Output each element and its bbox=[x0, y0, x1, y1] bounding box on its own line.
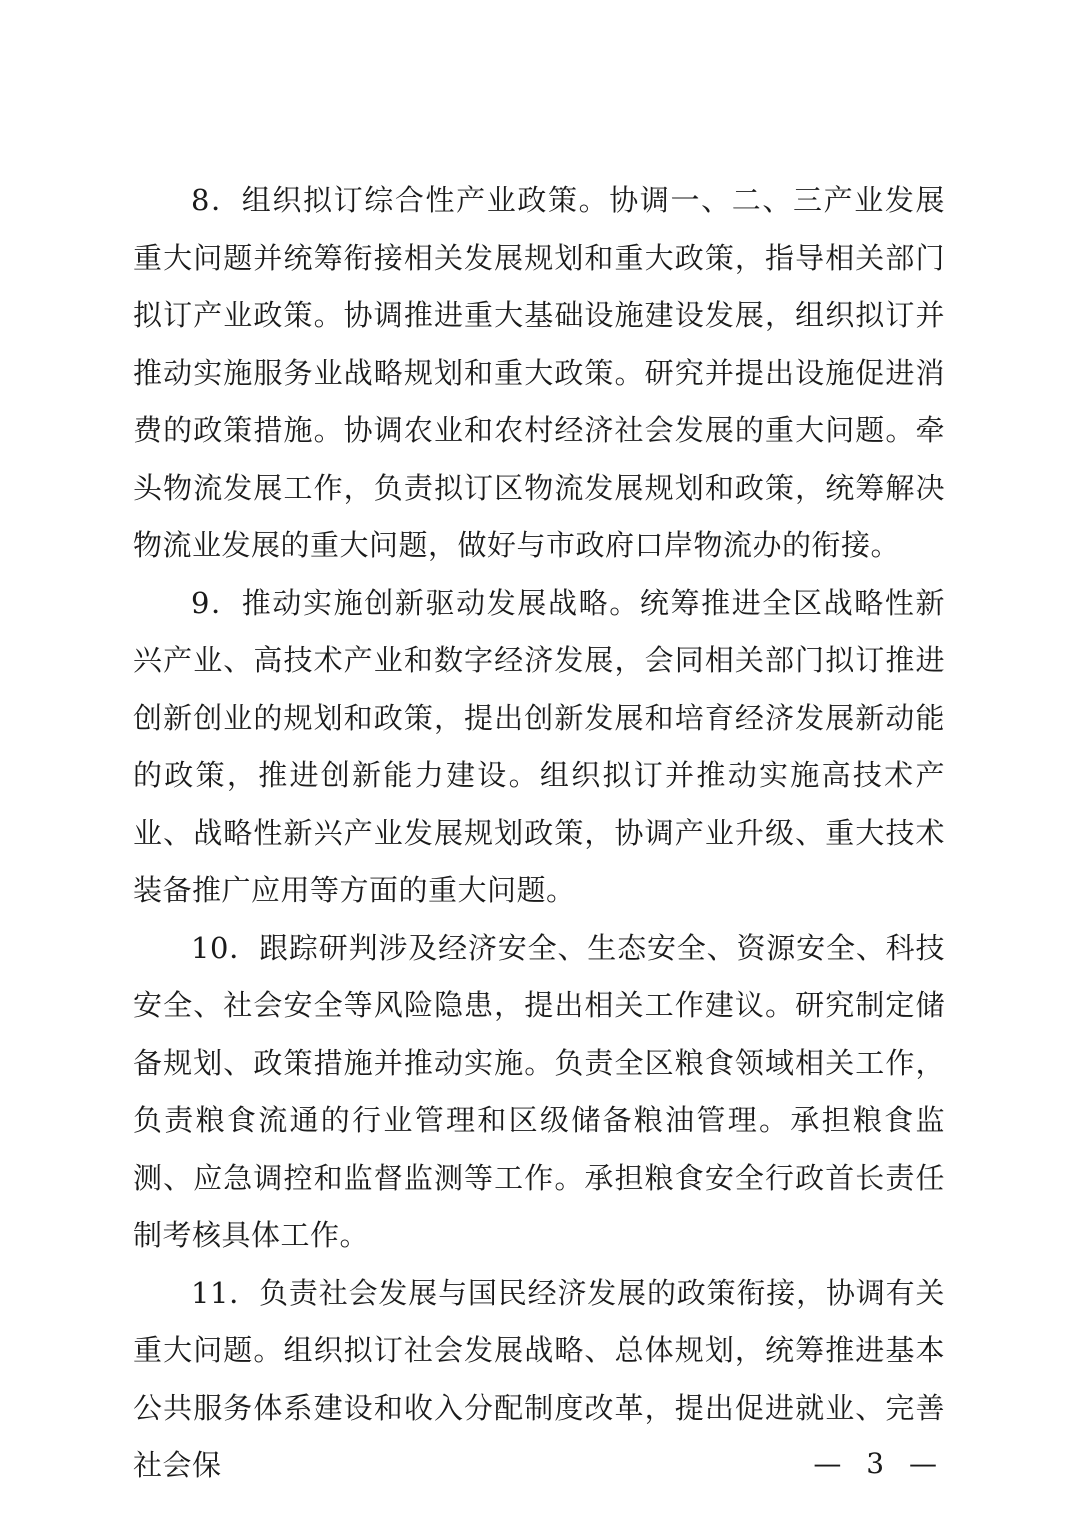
paragraph-item-8: 8．组织拟订综合性产业政策。协调一、二、三产业发展重大问题并统筹衔接相关发展规划和重大政策，指导相关部门拟订产业政策。协调推进重大基础设施建设发展，组织拟订并推动实施服务业战略规划和重大政策。研究并提出设施促进消费的政策措施。协调农业和农村经济社会发展的重大问题。牵头物流发展工作，负责拟订区物流发展规划和政策，统筹解决物流业发展的重大问题，做好与市政府口岸物流办的衔接。 bbox=[133, 183, 945, 562]
paragraph-item-10: 10．跟踪研判涉及经济安全、生态安全、资源安全、科技安全、社会安全等风险隐患，提出相关工作建议。研究制定储备规划、政策措施并推动实施。负责全区粮食领域相关工作，负责粮食流通的行业管理和区级储备粮油管理。承担粮食监测、应急调控和监督监测等工作。承担粮食安全行政首长责任制考核具体工作。 bbox=[133, 930, 945, 1252]
paragraph-item-11: 11．负责社会发展与国民经济发展的政策衔接，协调有关重大问题。组织拟订社会发展战略、总体规划，统筹推进基本公共服务体系建设和收入分配制度改革，提出促进就业、完善社会保 bbox=[133, 1275, 945, 1482]
paragraph-item-9: 9．推动实施创新驱动发展战略。统筹推进全区战略性新兴产业、高技术产业和数字经济发展，会同相关部门拟订推进创新创业的规划和政策，提出创新发展和培育经济发展新动能的政策，推进创新能力建设。组织拟订并推动实施高技术产业、战略性新兴产业发展规划政策，协调产业升级、重大技术装备推广应用等方面的重大问题。 bbox=[133, 585, 945, 907]
page-number: — 3 — bbox=[813, 1447, 945, 1480]
document-body bbox=[133, 172, 945, 1495]
